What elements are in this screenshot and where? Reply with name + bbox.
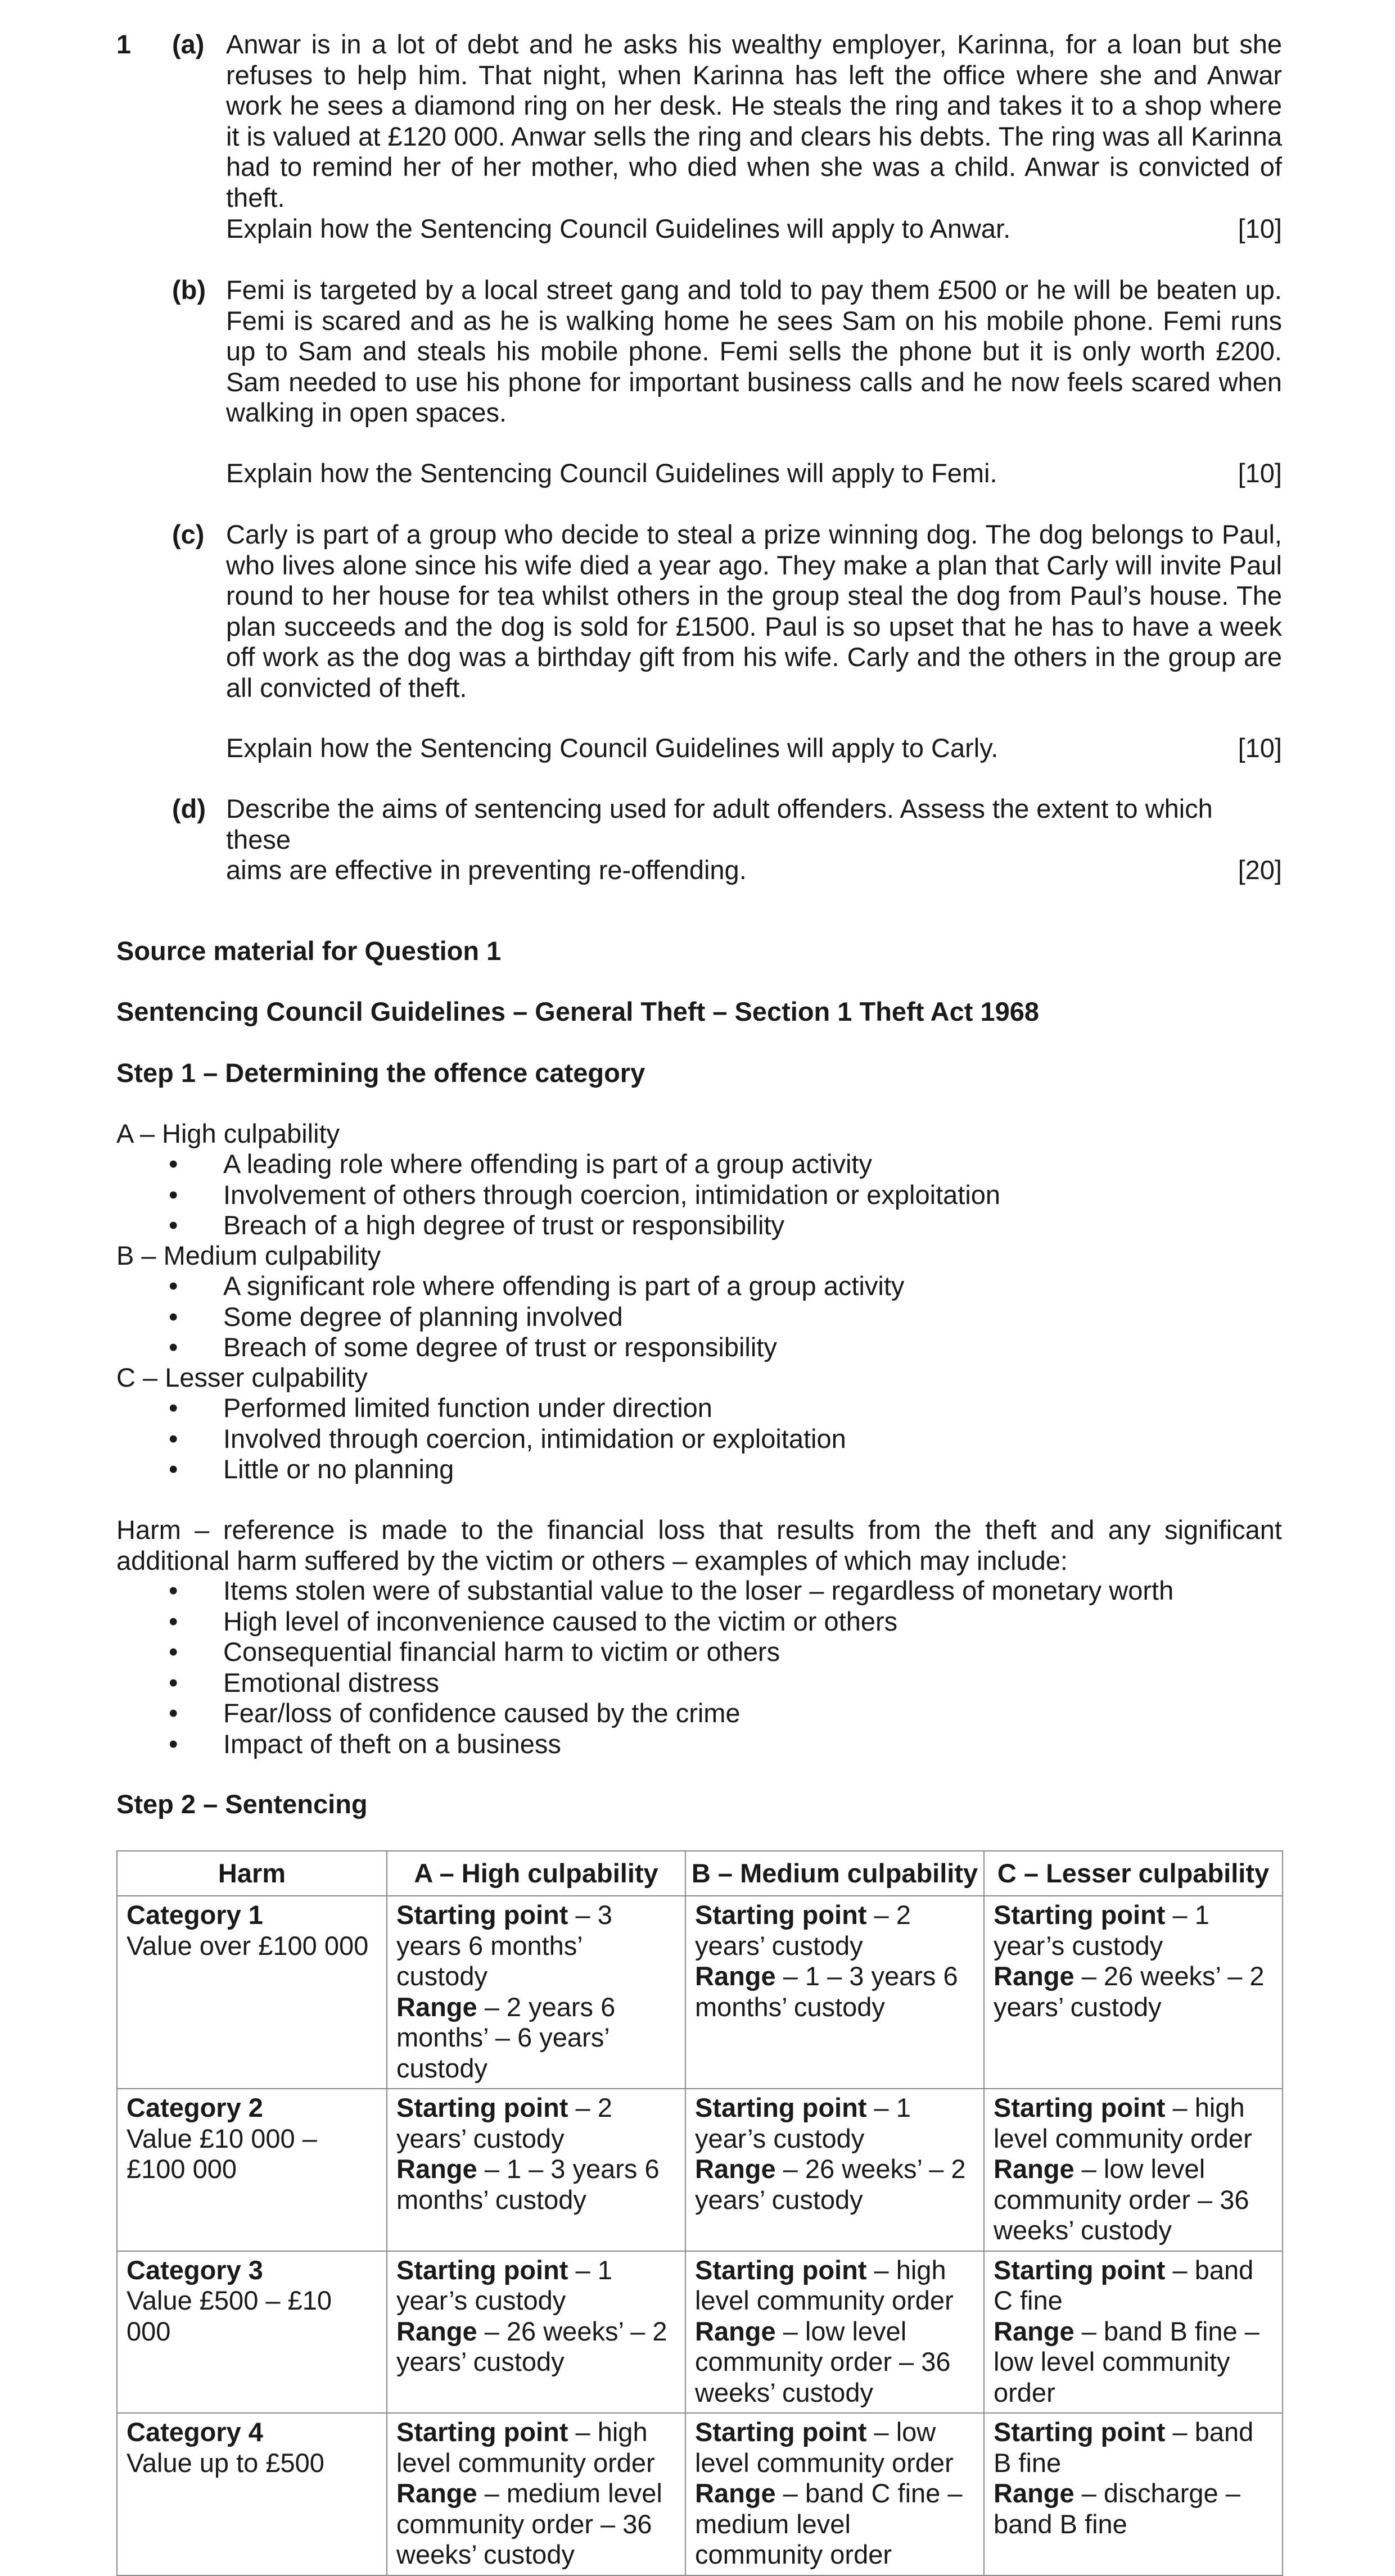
- sentence-cell: [984, 2251, 1283, 2414]
- range-label: Range: [994, 2154, 1075, 2184]
- part-c-instruction: [226, 733, 1282, 764]
- range-label: Range: [396, 2478, 477, 2508]
- table-row: [117, 1896, 1283, 2089]
- starting-point-label: Starting point: [396, 1900, 568, 1930]
- category-label: Category 4: [127, 2417, 263, 2447]
- starting-point-label: Starting point: [695, 2093, 867, 2122]
- range-value: – medium level community order – 36 weeks’ custody: [396, 2478, 662, 2569]
- starting-point-value: – band B fine: [994, 2417, 1254, 2478]
- starting-point-value: – 1 year’s custody: [695, 2093, 911, 2153]
- sentencing-table: [116, 1850, 1283, 2576]
- category-label: Category 2: [127, 2093, 263, 2122]
- list-item: • A significant role where offending is part of a group activity: [116, 1271, 904, 1302]
- range-label: Range: [994, 2316, 1075, 2346]
- starting-point-value: – 1 year’s custody: [994, 1900, 1209, 1961]
- table-row: [117, 2251, 1283, 2414]
- starting-point-label: Starting point: [994, 2093, 1166, 2122]
- starting-point-label: Starting point: [396, 2417, 568, 2447]
- part-d-body: [226, 794, 1282, 886]
- range-label: Range: [994, 2478, 1075, 2508]
- list-item: • Emotional distress: [116, 1668, 1173, 1699]
- part-d-line-1: Describe the aims of sentencing used for adult offenders. Assess the extent to which these: [226, 794, 1213, 854]
- part-a-label: (a): [172, 29, 205, 59]
- step2-heading: Step 2 – Sentencing: [116, 1789, 368, 1819]
- sentence-cell: [984, 1896, 1283, 2089]
- list-item: • Impact of theft on a business: [116, 1729, 1173, 1760]
- part-c-marks: [10]: [1238, 733, 1282, 763]
- sentence-cell: [685, 2413, 984, 2575]
- sentence-cell: [685, 2089, 984, 2251]
- part-d-line-2-row: [226, 855, 1282, 886]
- starting-point-label: Starting point: [695, 2417, 867, 2447]
- sentence-cell: [387, 1896, 685, 2089]
- table-row: [117, 2089, 1283, 2251]
- part-d-marks: [20]: [1238, 855, 1282, 885]
- source-subheading: Sentencing Council Guidelines – General Theft – Section 1 Theft Act 1968: [116, 997, 1040, 1026]
- list-item: • Consequential financial harm to victim or others: [116, 1637, 1173, 1668]
- starting-point-value: – high level community order: [994, 2093, 1252, 2153]
- category-value: Value over £100 000: [127, 1930, 369, 1961]
- starting-point-value: – 2 years’ custody: [396, 2093, 612, 2153]
- starting-point-label: Starting point: [396, 2254, 568, 2285]
- starting-point-value: – high level community order: [695, 2254, 954, 2315]
- starting-point-value: – high level community order: [396, 2417, 655, 2478]
- culpability-c-list: [116, 1393, 846, 1485]
- category-value: Value up to £500: [127, 2447, 324, 2478]
- starting-point-label: Starting point: [695, 1900, 867, 1930]
- sentence-cell: [387, 2089, 685, 2251]
- starting-point-label: Starting point: [695, 2254, 867, 2285]
- starting-point-value: – 3 years 6 months’ custody: [396, 1900, 612, 1991]
- part-a-instruction-text: Explain how the Sentencing Council Guidelines will apply to Anwar.: [226, 214, 1011, 243]
- list-item: • Little or no planning: [116, 1454, 846, 1485]
- starting-point-label: Starting point: [994, 1900, 1166, 1930]
- starting-point-label: Starting point: [994, 2254, 1166, 2285]
- range-label: Range: [396, 2154, 477, 2184]
- culpability-a-title: A – High culpability: [116, 1119, 340, 1148]
- header-harm: Harm: [117, 1851, 387, 1896]
- part-c-instruction-text: Explain how the Sentencing Council Guidelines will apply to Carly.: [226, 733, 999, 763]
- sentence-cell: [387, 2413, 685, 2575]
- harm-cell: [117, 1896, 387, 2089]
- culpability-a-list: [116, 1149, 1000, 1241]
- culpability-c-title: C – Lesser culpability: [116, 1362, 368, 1392]
- harm-cell: [117, 2251, 387, 2414]
- range-value: – 26 weeks’ – 2 years’ custody: [396, 2316, 667, 2376]
- part-a-body: Anwar is in a lot of debt and he asks his wealthy employer, Karinna, for a loan but she refuses to help him. That night, when Karinna has left the office where she and Anwar work he sees a diamond ring on her desk. He steals the ring and takes it to a shop where it is valued at £120 000. Anwar sells the ring and clears his debts. The ring was all Karinna had to remind her of her mother, who died when she was a child. Anwar is convicted of theft.: [226, 29, 1282, 212]
- harm-cell: [117, 2413, 387, 2575]
- range-value: – 2 years 6 months’ – 6 years’ custody: [396, 1991, 616, 2083]
- range-value: – low level community order – 36 weeks’ custody: [994, 2154, 1249, 2245]
- part-a-marks: [10]: [1238, 214, 1282, 243]
- list-item: • Involved through coercion, intimidation or exploitation: [116, 1424, 846, 1455]
- part-d-line-2: aims are effective in preventing re-offending.: [226, 855, 747, 885]
- range-label: Range: [695, 2478, 776, 2508]
- list-item: • Performed limited function under direction: [116, 1393, 846, 1424]
- range-label: Range: [396, 1991, 477, 2022]
- table-header-row: [117, 1851, 1283, 1896]
- range-value: – 1 – 3 years 6 months’ custody: [396, 2154, 660, 2215]
- category-value: Value £10 000 – £100 000: [127, 2123, 317, 2184]
- harm-cell: [117, 2089, 387, 2251]
- part-c-body: Carly is part of a group who decide to steal a prize winning dog. The dog belongs to Paul, who lives alone since his wife died a year ago. They make a plan that Carly will invite Paul round to her house for tea whilst others in the group steal the dog from Paul’s house. The plan succeeds and the dog is sold for £1500. Paul is so upset that he has to have a week off work as the dog was a birthday gift from his wife. Carly and the others in the group are all convicted of theft.: [226, 519, 1282, 703]
- range-label: Range: [396, 2316, 477, 2346]
- part-b-body: Femi is targeted by a local street gang and told to pay them £500 or he will be beaten up. Femi is scared and as he is walking home he sees Sam on his mobile phone. Femi runs up to Sam and steals his mobile phone. Femi sells the phone but it is only worth £200. Sam needed to use his phone for important business calls and he now feels scared when walking in open spaces.: [226, 275, 1282, 427]
- part-b-marks: [10]: [1238, 458, 1282, 488]
- starting-point-value: – 1 year’s custody: [396, 2254, 612, 2315]
- starting-point-value: – 2 years’ custody: [695, 1900, 911, 1961]
- starting-point-value: – band C fine: [994, 2254, 1254, 2315]
- category-label: Category 1: [127, 1900, 263, 1930]
- range-label: Range: [695, 2316, 776, 2346]
- table-row: [117, 2413, 1283, 2575]
- list-item: • Items stolen were of substantial value to the loser – regardless of monetary worth: [116, 1576, 1173, 1606]
- starting-point-label: Starting point: [396, 2093, 568, 2122]
- header-medium-culpability: B – Medium culpability: [685, 1851, 984, 1896]
- harm-intro: Harm – reference is made to the financial loss that results from the theft and any significant additional harm suffered by the victim or others – examples of which may include:: [116, 1515, 1282, 1576]
- list-item: • Breach of a high degree of trust or responsibility: [116, 1210, 1000, 1241]
- culpability-b-list: [116, 1271, 904, 1363]
- list-item: • Involvement of others through coercion, intimidation or exploitation: [116, 1180, 1000, 1211]
- category-label: Category 3: [127, 2254, 263, 2285]
- culpability-b-title: B – Medium culpability: [116, 1241, 381, 1270]
- list-item: • Fear/loss of confidence caused by the crime: [116, 1698, 1173, 1729]
- part-d-label: (d): [172, 794, 206, 823]
- range-value: – discharge – band B fine: [994, 2478, 1240, 2539]
- part-b-instruction: [226, 458, 1282, 489]
- part-a-instruction: [226, 214, 1282, 245]
- range-label: Range: [695, 2154, 776, 2184]
- source-heading: Source material for Question 1: [116, 936, 502, 966]
- range-value: – 26 weeks’ – 2 years’ custody: [695, 2154, 966, 2215]
- range-value: – band B fine – low level community order: [994, 2316, 1259, 2407]
- list-item: • A leading role where offending is part of a group activity: [116, 1149, 1000, 1180]
- sentence-cell: [685, 2251, 984, 2414]
- range-value: – 26 weeks’ – 2 years’ custody: [994, 1961, 1265, 2022]
- step1-heading: Step 1 – Determining the offence category: [116, 1058, 645, 1088]
- question-number: 1: [116, 29, 132, 59]
- range-label: Range: [994, 1961, 1075, 1991]
- sentence-cell: [387, 2251, 685, 2414]
- list-item: • Some degree of planning involved: [116, 1302, 904, 1333]
- list-item: • High level of inconvenience caused to the victim or others: [116, 1606, 1173, 1637]
- header-lesser-culpability: C – Lesser culpability: [984, 1851, 1283, 1896]
- part-c-label: (c): [172, 519, 205, 549]
- header-high-culpability: A – High culpability: [387, 1851, 685, 1896]
- list-item: • Breach of some degree of trust or responsibility: [116, 1332, 904, 1363]
- starting-point-label: Starting point: [994, 2417, 1166, 2447]
- range-value: – band C fine – medium level community order: [695, 2478, 963, 2569]
- range-label: Range: [695, 1961, 776, 1991]
- harm-list: [116, 1576, 1173, 1759]
- range-value: – 1 – 3 years 6 months’ custody: [695, 1961, 958, 2022]
- sentence-cell: [984, 2413, 1283, 2575]
- range-value: – low level community order – 36 weeks’ custody: [695, 2316, 951, 2407]
- starting-point-value: – low level community order: [695, 2417, 954, 2478]
- part-b-label: (b): [172, 275, 206, 305]
- sentence-cell: [685, 1896, 984, 2089]
- sentence-cell: [984, 2089, 1283, 2251]
- part-b-instruction-text: Explain how the Sentencing Council Guidelines will apply to Femi.: [226, 458, 997, 488]
- category-value: Value £500 – £10 000: [127, 2285, 332, 2346]
